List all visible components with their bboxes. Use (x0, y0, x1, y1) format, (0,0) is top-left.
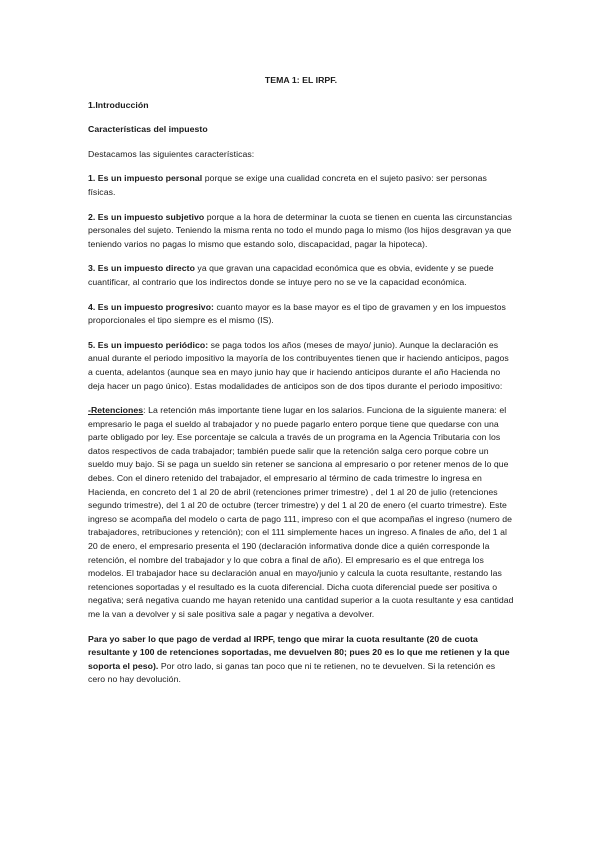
characteristic-lead: 5. Es un impuesto periódico: (88, 339, 209, 350)
characteristic-text: porque se exige una cualidad concreta en el sujeto pasivo: ser personas físicas. (88, 173, 487, 197)
retenciones-text: : La retención más importante tiene lugar en los salarios. Funciona de la siguiente manera: el empresario le paga el sueldo al trabajador y no puede pagarlo entero porque tiene que quedarse con una parte obligado por ley. Ese porcentaje se calcula a través de un programa en la Agencia Tributaria con los datos respectivos de cada trabajador; también puede salir que la retención salga cero porque cobre un sueldo muy bajo. Si se paga un sueldo sin retener se sanciona al empresario o por retener menos de lo que debes. Con el dinero retenido del trabajador, el empresario al término de cada trimestre lo ingresa en Hacienda, en concreto del 1 al 20 de abril (retenciones primer trimestre) , del 1 al 20 de julio (retenciones segundo trimestre), del 1 al 20 de octubre (tercer trimestre) y del 1 al 20 de enero (el cuarto trimestre). Este ingreso se acompaña del modelo o carta de pago 111, impreso con el que acompañas el ingreso (numero de trabajadores, retribuciones y retención); con el 111 simplemente haces un ingreso. A finales de año, del 1 al 20 de enero, el empresario presenta el 190 (declaración informativa donde dice a quién corresponde la retención, el nombre del trabajador y lo que cobra a final de año). El empresario es el que entrega los modelos. El trabajador hace su declaración anual en mayo/junio y calcula la cuota resultante, restando las retenciones soportadas y el resultado es la cuota diferencial. Dicha cuota diferencial puede ser positiva o negativa; será negativa cuando me hayan retenido una cantidad superior a la cuota resultante y esa cantidad me la van a devolver y si sale positiva sale a pagar y negativa a devolver. (88, 405, 514, 619)
characteristic-text: cuanto mayor es la base mayor es el tipo de gravamen y en los impuestos proporcionales el tipo siempre es el mismo (IS). (88, 301, 506, 326)
characteristic-paragraph (88, 172, 514, 199)
final-text: Por otro lado, si ganas tan poco que ni te retienen, no te devuelven. Si la retención es cero no hay devolución. (88, 660, 496, 685)
characteristic-lead: 2. Es un impuesto subjetivo (88, 211, 205, 222)
final-paragraph (88, 633, 514, 687)
characteristic-paragraph (88, 211, 514, 252)
retenciones-lead: -Retenciones (88, 405, 144, 416)
intro-paragraph: Destacamos las siguientes características: (88, 148, 255, 159)
characteristic-paragraph (88, 301, 514, 328)
characteristic-text: ya que gravan una capacidad económica que es obvia, evidente y se puede cuantificar, al contrario que los indirectos donde se intuye pero no se ve la capacidad económica. (88, 263, 494, 287)
document-title: TEMA 1: EL IRPF. (264, 75, 338, 85)
characteristic-text: se paga todos los años (meses de mayo/ junio). Aunque la declaración es anual durante el periodo impositivo la mayoría de los contribuyentes tienen que ir haciendo anticipos, pagos a cuenta, adelantos (aunque sea en mayo junio hay que ir haciendo anticipos durante el año Hacienda no deja hacer un pago único). Estas modalidades de anticipos son de dos tipos durante el periodo impositivo: (88, 339, 509, 391)
final-bold-text: Para yo saber lo que pago de verdad al IRPF, tengo que mirar la cuota resultante (20 de cuota resultante y 100 de retenciones soportadas, me devuelven 80; pues 20 es lo que me retienen y la que soporta el peso). (88, 633, 510, 671)
characteristic-paragraph (88, 262, 514, 289)
retenciones-paragraph (88, 404, 514, 622)
document-page (88, 74, 514, 698)
section-heading: 1.Introducción (88, 99, 149, 110)
subsection-heading: Características del impuesto (88, 124, 208, 135)
characteristic-lead: 4. Es un impuesto progresivo: (88, 301, 214, 312)
characteristic-text: porque a la hora de determinar la cuota se tienen en cuenta las circunstancias personales del sujeto. Teniendo la misma renta no todo el mundo paga lo mismo (los hijos desgravan ya que teniendo varios no pagas lo mismo que estando solo, discapacidad, pagar la hipoteca). (88, 211, 512, 249)
characteristic-lead: 1. Es un impuesto personal (88, 173, 203, 184)
characteristic-lead: 3. Es un impuesto directo (88, 263, 195, 274)
characteristic-paragraph (88, 339, 514, 393)
